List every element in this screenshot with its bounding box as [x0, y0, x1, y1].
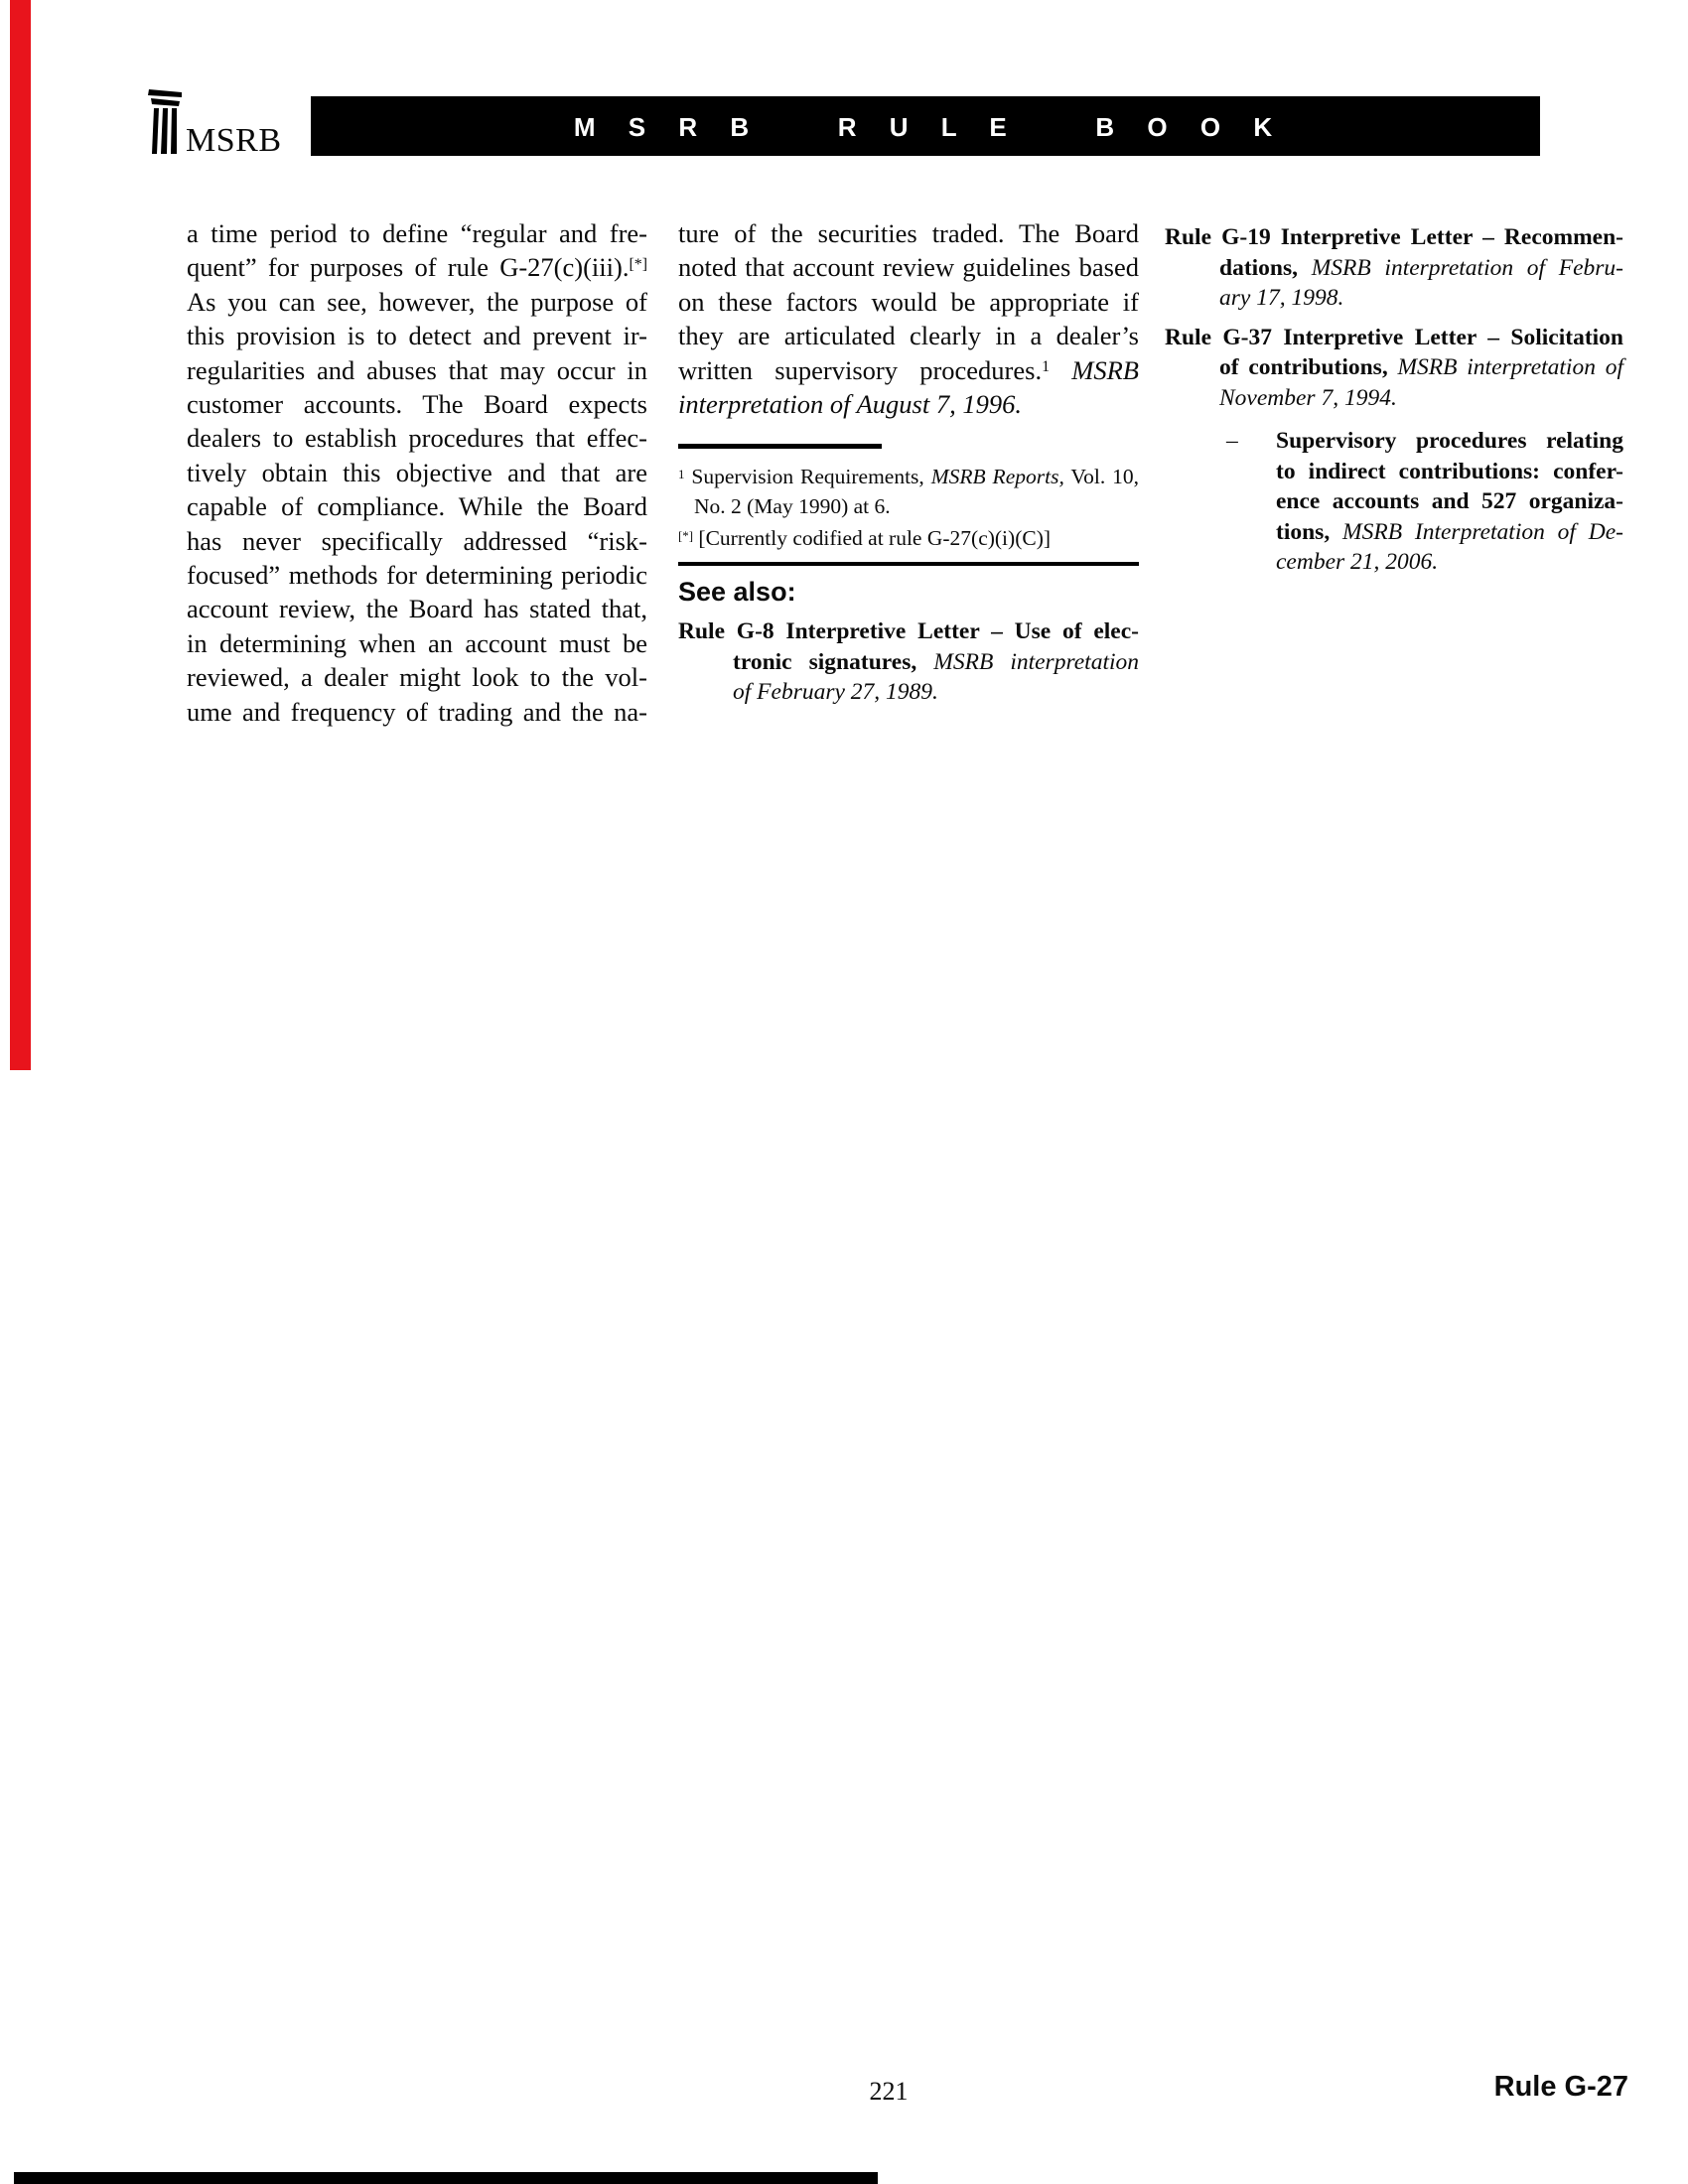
column-2	[678, 216, 1139, 708]
page-number: 221	[869, 2077, 909, 2106]
column-1-body-paragraph: a time period to define “regular and fre- quent” for purposes of rule G-27(c)(iii).[*] As you can see, however, the purpose of this provision is to detect and prevent ir- regularities and abuses that may occur in customer accounts. The Board expects dealers to establish procedures that effec- tively obtain this objective and that are capable of compliance. While the Board has never specifically addressed “risk- focused” methods for determining periodic account review, the Board has stated that, in determining when an account must be reviewed, a dealer might look to the vol- ume and frequency of trading and the na-	[187, 218, 647, 727]
see-also-separator-rule	[678, 562, 1139, 566]
column-2-body-paragraph: ture of the securities traded. The Board noted that account review guidelines based on these factors would be appropriate if they are articulated clearly in a dealer’s written supervisory procedures.$^1$ MSRB interpretation of August 7, 1996.	[678, 218, 1139, 420]
msrb-logo	[145, 89, 282, 160]
see-also-entry-rule-g37: Rule G-37 Interpretive Letter – Solicitation of contributions, MSRB interpretation of November 7, 1994.	[1165, 324, 1623, 411]
see-also-entry-rule-g8: Rule G-8 Interpretive Letter – Use of elec- tronic signatures, MSRB interpretation of February 27, 1989.	[678, 618, 1139, 706]
footer-rule-label: Rule G-27	[1493, 2071, 1628, 2103]
header-title-bar: M S R B R U L E B O O K	[311, 96, 1540, 156]
logo-wordmark: MSRB	[186, 122, 282, 160]
see-also-subentry-supervisory-procedures	[1165, 426, 1623, 578]
footnote-star: [*] [Currently codified at rule G-27(c)(i)(C)]	[678, 526, 1052, 551]
column-3	[1165, 222, 1623, 578]
footnote-separator-rule	[678, 444, 882, 449]
dash-marker: –	[1226, 428, 1238, 454]
scan-edge-bottom-bar	[14, 2172, 878, 2184]
see-also-entry-rule-g19: Rule G-19 Interpretive Letter – Recommen- dations, MSRB interpretation of Febru- ary 17, 1998.	[1165, 224, 1623, 311]
footnote-1: $^1$ Supervision Requirements, MSRB Reports, Vol. 10, No. 2 (May 1990) at 6.	[678, 465, 1140, 519]
scan-edge-red-stripe	[10, 0, 31, 1070]
see-also-heading: See also:	[678, 577, 796, 608]
column-icon	[145, 89, 183, 155]
subentry-text: Supervisory procedures relating to indirect contributions: confer- ence accounts and 527 organiza- tions, MSRB Interpretation of De- cember 21, 2006.	[1276, 428, 1624, 575]
